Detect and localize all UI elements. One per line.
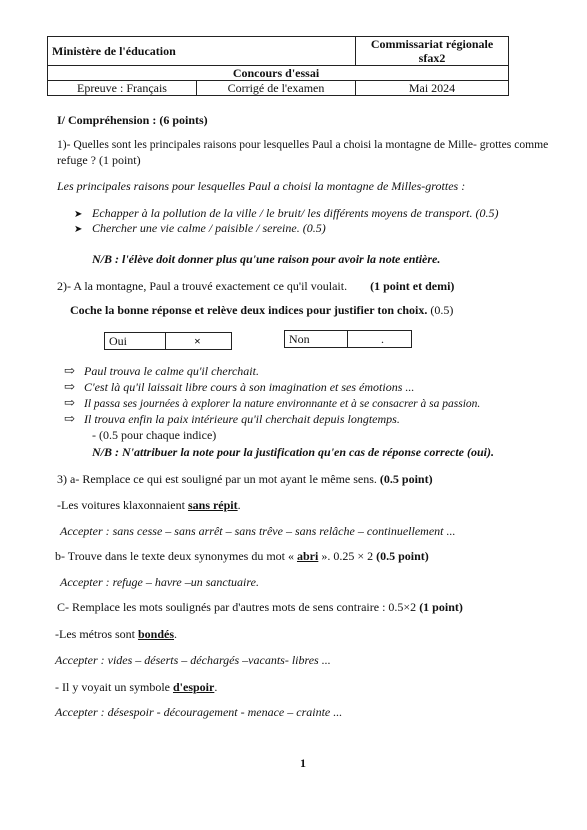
q3b-question-post: ». 0.25 × 2 [318,549,377,563]
q2-instruction [70,303,453,318]
q3c1-underlined: bondés [138,627,175,641]
empty-cell [48,66,197,81]
non-divider [347,331,348,347]
q3b-question-pre: b- Trouve dans le texte deux synonymes du mot « [55,549,297,563]
empty-cell-right [356,66,509,81]
epreuve-cell: Epreuve : Français [48,81,197,96]
page-number: 1 [300,756,306,770]
oui-divider [165,333,166,349]
non-label: Non [289,332,310,346]
q2-clue-4 [64,411,400,427]
q2-note: N/B : N'attribuer la note pour la justification qu'en cas de réponse correcte (oui). [92,445,495,459]
q3c1-pre: -Les métros sont [55,627,138,641]
q3b-question [55,549,429,564]
q1-note: N/B : l'élève doit donner plus qu'une raison pour avoir la note entière. [92,252,441,266]
q2-clue-3-text: Il passa ses journées à explorer la nature environnante et à se consacrer à sa passion. [84,398,481,410]
arrow-right-icon: ⇨ [64,411,75,426]
check-mark-icon: × [194,334,201,348]
q3a-accept: Accepter : sans cesse – sans arrêt – sans trêve – sans relâche – continuellement ... [60,524,456,538]
corrige-cell: Corrigé de l'examen [197,81,356,96]
q1-answer-intro: Les principales raisons pour lesquelles Paul a choisi la montagne de Milles-grottes : [57,179,466,193]
q3b-word: abri [296,549,319,563]
q1-question-line1: 1)- Quelles sont les principales raisons pour lesquelles Paul a choisi la montagne de Mille- grottes comme [57,138,549,151]
q3a-sentence-post: . [237,498,241,512]
q1-bullet-2 [74,221,326,237]
q3a-question [57,472,433,487]
q3c1-post: . [174,627,178,641]
ministry-cell: Ministère de l'éducation [48,37,356,66]
section-title: I/ Compréhension : (6 points) [57,113,208,127]
q3c1-sentence [55,627,177,642]
q1-question-line2: refuge ? (1 point) [57,153,141,167]
q2-clue-4-text: Il trouva enfin la paix intérieure qu'il cherchait depuis longtemps. [84,412,400,426]
q1-bullet-1 [74,206,499,222]
q3a-question-text: 3) a- Remplace ce qui est souligné par un mot ayant le même sens. [57,472,377,486]
oui-label: Oui [109,334,127,348]
arrow-right-icon: ⇨ [64,395,75,410]
date-cell: Mai 2024 [356,81,509,96]
q2-question-text: 2)- A la montagne, Paul a trouvé exactement ce qu'il voulait. [57,279,348,293]
q2-per-clue: - (0.5 pour chaque indice) [92,428,217,442]
q3c2-underlined: d'espoir [172,680,215,694]
q3c-points: (1 point) [419,600,463,614]
q3b-points: (0.5 point) [376,549,429,563]
q1-bullet-1-text: Echapper à la pollution de la ville / le bruit/ les différents moyens de transport. (0.5) [92,206,499,220]
q2-clue-3 [64,395,480,412]
oui-box[interactable] [104,332,232,350]
q3c2-sentence [55,680,217,695]
q2-instruction-points: (0.5) [430,303,454,317]
q2-instruction-text: Coche la bonne réponse et relève deux indices pour justifier ton choix. [70,303,428,317]
q3c2-post: . [214,680,218,694]
q1-bullet-2-text: Chercher une vie calme / paisible / sereine. (0.5) [92,221,326,235]
q3c1-accept: Accepter : vides – déserts – déchargés –vacants- libres ... [55,653,331,667]
arrow-right-icon: ⇨ [64,379,75,394]
triangle-bullet-icon: ➤ [74,209,83,220]
arrow-right-icon: ⇨ [64,363,75,378]
header-table [47,36,509,96]
q2-clue-1 [64,363,259,379]
non-mark: . [381,332,384,346]
q3b-accept: Accepter : refuge – havre –un sanctuaire. [60,575,259,589]
non-box[interactable] [284,330,412,348]
q3c2-pre: - Il y voyait un symbole [55,680,173,694]
q2-clue-1-text: Paul trouva le calme qu'il cherchait. [84,364,259,378]
q3c2-accept: Accepter : désespoir - découragement - menace – crainte ... [55,705,343,719]
q3a-sentence [57,498,241,513]
q3a-points: (0.5 point) [379,472,433,486]
q3a-sentence-pre: -Les voitures klaxonnaient [57,498,188,512]
q2-clue-2-text: C'est là qu'il laissait libre cours à son imagination et ses émotions ... [84,380,415,394]
q2-clue-2 [64,379,414,395]
triangle-bullet-icon: ➤ [74,224,83,235]
q3a-underlined: sans répit [187,498,238,512]
q3c-question [57,600,463,615]
commissariat-cell: Commissariat régionale sfax2 [356,37,509,66]
contest-cell: Concours d'essai [197,66,356,81]
q2-question [57,279,454,294]
q2-points: (1 point et demi) [370,279,455,293]
q3c-question-text: C- Remplace les mots soulignés par d'autres mots de sens contraire : 0.5×2 [57,600,420,614]
